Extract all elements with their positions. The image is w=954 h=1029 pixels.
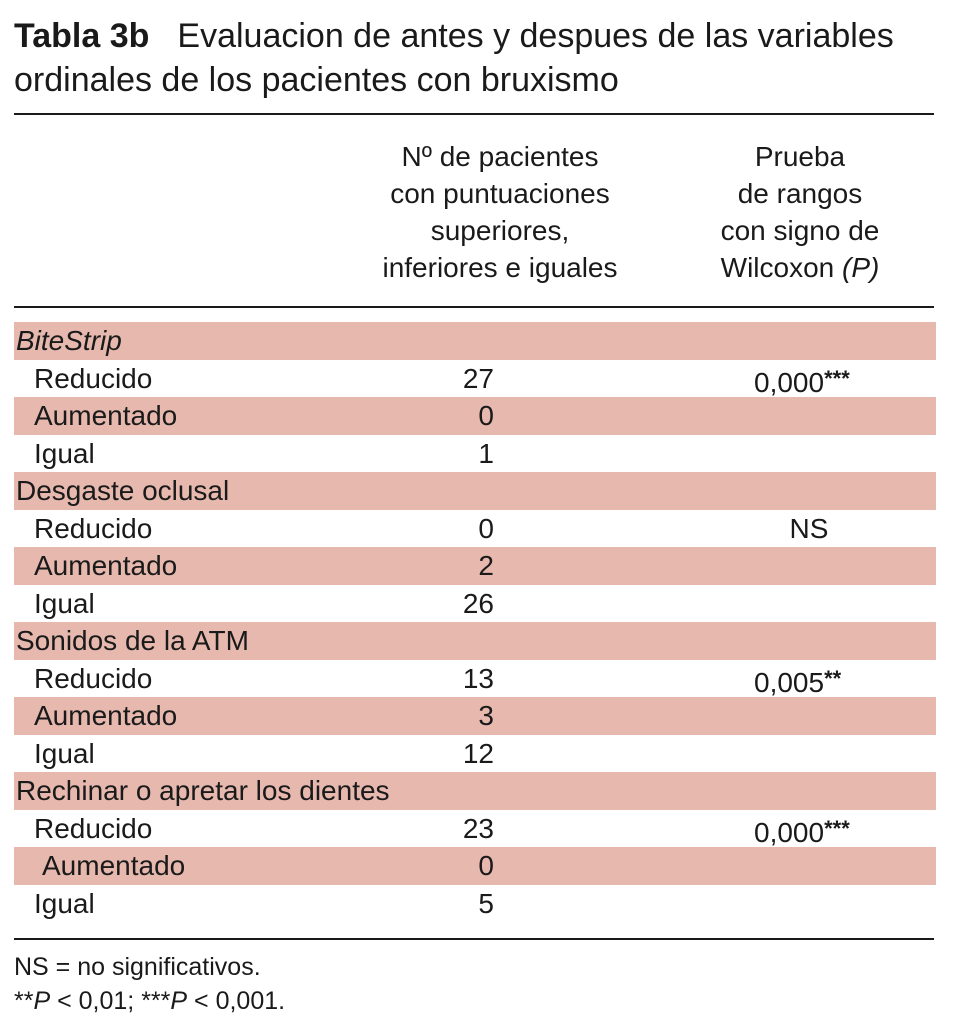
table-row	[14, 510, 936, 548]
row-count: 26	[462, 587, 494, 619]
row-label: Reducido	[34, 362, 153, 394]
group-row	[14, 472, 936, 510]
bottom-rule	[14, 938, 934, 940]
column-header-n-line: inferiores e iguales	[382, 252, 618, 283]
row-count: 27	[462, 362, 494, 394]
row-label: Igual	[34, 737, 95, 769]
table-row	[14, 547, 936, 585]
table-row	[14, 735, 936, 773]
group-label: Desgaste oclusal	[16, 475, 230, 506]
row-p-value	[754, 660, 864, 702]
row-count: 13	[462, 662, 494, 694]
header-rule	[14, 306, 934, 308]
table-row	[14, 435, 936, 473]
table-title-line2: ordinales de los pacientes con bruxismo	[14, 61, 619, 99]
column-header-p-symbol: (P)	[842, 252, 880, 283]
row-label: Reducido	[34, 812, 153, 844]
footnote-sig-p: P	[33, 987, 51, 1015]
row-count: 0	[478, 512, 494, 544]
row-count: 0	[478, 850, 494, 881]
row-count: 2	[478, 550, 494, 581]
column-header-p-line: de rangos	[737, 178, 863, 209]
row-count: 5	[478, 887, 494, 919]
table-row	[14, 660, 936, 698]
table-label: Tabla 3b	[14, 17, 150, 55]
p-value-text: 0,005	[754, 666, 825, 698]
p-value-text: NS	[789, 512, 829, 544]
column-header-p-line	[680, 249, 920, 286]
table-row	[14, 397, 936, 435]
row-count: 12	[462, 737, 494, 769]
footnote-ns: NS = no significativos.	[14, 953, 261, 981]
footnote-sig-text: < 0,001.	[187, 987, 286, 1015]
footnote-significance	[14, 984, 285, 1018]
column-header-p-line: con signo de	[720, 215, 880, 246]
footnote-sig-text: < 0,01; ***	[50, 987, 171, 1015]
table-row	[14, 585, 936, 623]
row-label: Aumentado	[34, 700, 178, 731]
column-header-n-line: con puntuaciones	[390, 178, 610, 209]
row-label: Igual	[34, 437, 95, 469]
table-row	[14, 847, 936, 885]
row-label: Reducido	[34, 662, 153, 694]
row-count: 23	[462, 812, 494, 844]
row-count: 1	[478, 437, 494, 469]
row-count: 0	[478, 400, 494, 431]
group-row	[14, 772, 936, 810]
group-label: Rechinar o apretar los dientes	[16, 775, 390, 806]
p-value-text: 0,000	[754, 816, 825, 848]
column-header-n	[350, 138, 650, 286]
row-label: Aumentado	[42, 850, 186, 881]
significance-stars: ***	[824, 365, 850, 391]
group-row	[14, 322, 936, 360]
table-footnote	[14, 950, 285, 1018]
column-header-p-line: Prueba	[754, 141, 846, 172]
column-header-n-line: Nº de pacientes	[401, 141, 599, 172]
row-label: Aumentado	[34, 550, 178, 581]
column-header-n-line: superiores,	[430, 215, 570, 246]
table-row	[14, 885, 936, 923]
row-label: Aumentado	[34, 400, 178, 431]
table-title	[14, 14, 944, 102]
group-row	[14, 622, 936, 660]
significance-stars: **	[824, 665, 842, 691]
row-label: Reducido	[34, 512, 153, 544]
p-value-text: 0,000	[754, 366, 825, 398]
row-p-value	[754, 360, 864, 402]
table-row	[14, 810, 936, 848]
group-label: BiteStrip	[16, 325, 122, 356]
row-p-value	[754, 510, 864, 548]
table-title-line1: Evaluacion de antes y despues de las variables	[177, 17, 894, 55]
column-header-p-wilcoxon: Wilcoxon	[720, 252, 835, 283]
top-rule	[14, 113, 934, 115]
footnote-sig-stars: **	[14, 987, 34, 1015]
table-row	[14, 360, 936, 398]
table-body	[14, 322, 936, 922]
row-label: Igual	[34, 887, 95, 919]
row-label: Igual	[34, 587, 95, 619]
column-header-p	[680, 138, 920, 286]
footnote-sig-p: P	[170, 987, 188, 1015]
group-label: Sonidos de la ATM	[16, 625, 249, 656]
row-p-value	[754, 810, 864, 852]
table-row	[14, 697, 936, 735]
significance-stars: ***	[824, 815, 850, 841]
row-count: 3	[478, 700, 494, 731]
